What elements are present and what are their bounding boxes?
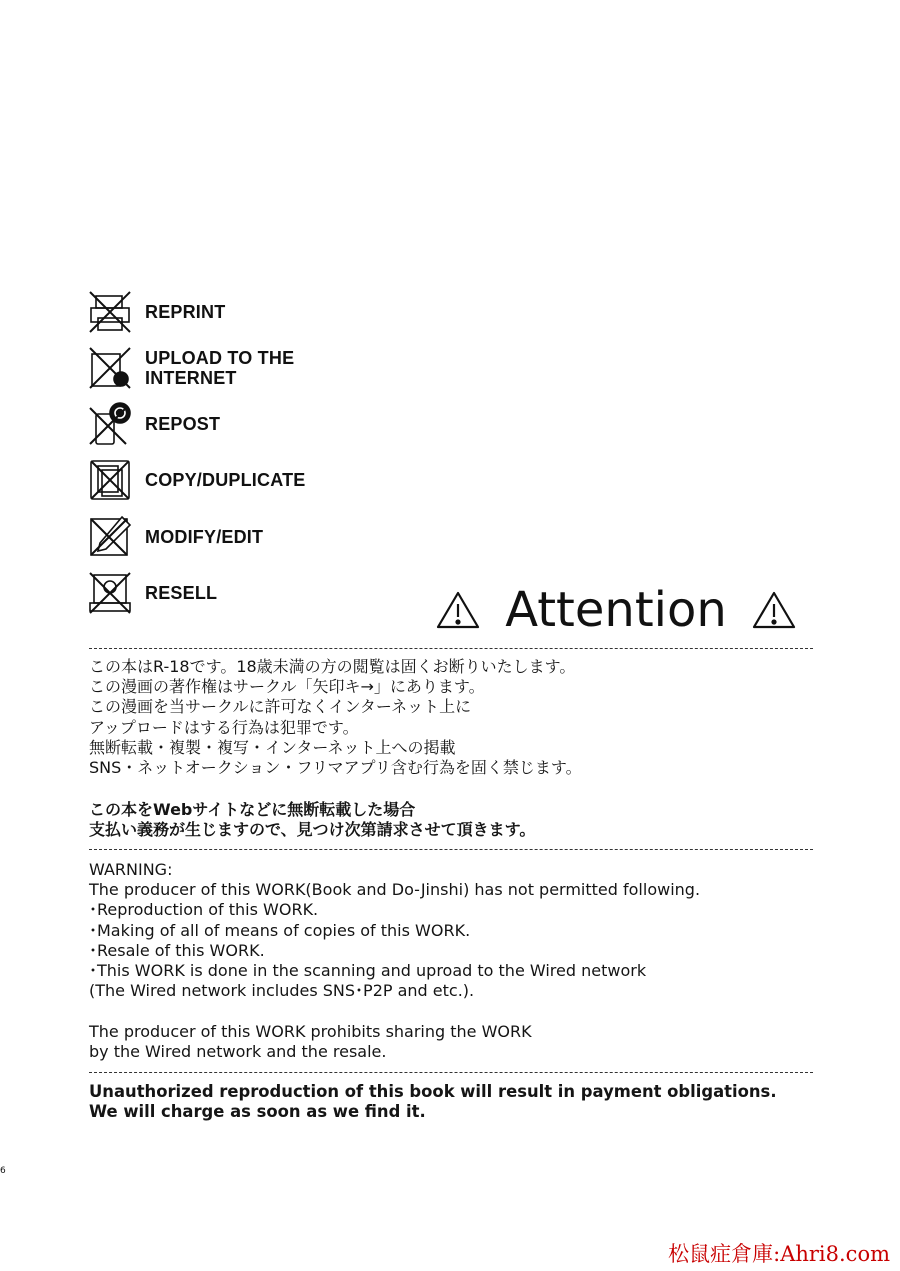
no-upload-icon <box>88 346 132 390</box>
prohibition-label: RESELL <box>145 583 218 603</box>
prohibition-upload <box>88 346 408 390</box>
prohibition-reprint <box>88 290 408 334</box>
divider <box>89 648 813 649</box>
no-reprint-icon <box>88 290 132 334</box>
english-notice: WARNING: The producer of this WORK(Book and Do-Jinshi) has not permitted following. ･Reproduction of this WORK. ･Making of all of means of copies of this WORK. ･Resale of this WORK. ･This WORK is done in the scanning and uproad to the Wired network (The Wired network includes SNS･P2P and etc.). The producer of this WORK prohibits sharing the WORK by the Wired network and the resale. <box>89 860 701 1061</box>
japanese-notice-emphasis: この本をWebサイトなどに無断転載した場合 支払い義務が生じますので、見つけ次第請求させて頂きます。 <box>89 800 536 840</box>
divider <box>89 849 813 850</box>
attention-title: Attention <box>505 582 727 638</box>
prohibition-label: REPOST <box>145 414 221 434</box>
prohibition-resell <box>88 571 408 615</box>
japanese-notice: この本はR-18です。18歳未満の方の閲覧は固くお断りいたします。 この漫画の著作権はサークル「矢印キ→」にあります。 この漫画を当サークルに許可なくインターネット上に アップロードはする行為は犯罪です。 無断転載・複製・複写・インターネット上への掲載 SNS・ネットオークション・フリマアプリ含む行為を固く禁じます。 <box>89 657 582 778</box>
prohibition-label: MODIFY/EDIT <box>145 527 264 547</box>
no-copy-icon <box>88 458 132 502</box>
page-number: 6 <box>0 1166 6 1176</box>
no-resell-icon <box>88 571 132 615</box>
warning-triangle-icon <box>436 590 480 630</box>
prohibition-label: COPY/DUPLICATE <box>145 470 306 490</box>
prohibition-copy <box>88 458 408 502</box>
prohibition-label: UPLOAD TO THE INTERNET <box>145 348 295 388</box>
prohibition-edit <box>88 515 408 559</box>
no-edit-icon <box>88 515 132 559</box>
prohibition-label: REPRINT <box>145 302 226 322</box>
watermark: 松鼠症倉庫:Ahri8.com <box>668 1242 890 1266</box>
no-repost-icon <box>88 402 132 446</box>
english-notice-emphasis: Unauthorized reproduction of this book will result in payment obligations. We will charge as soon as we find it. <box>89 1082 777 1122</box>
divider <box>89 1072 813 1073</box>
warning-triangle-icon <box>752 590 796 630</box>
attention-header <box>436 578 796 642</box>
prohibition-repost <box>88 402 408 446</box>
